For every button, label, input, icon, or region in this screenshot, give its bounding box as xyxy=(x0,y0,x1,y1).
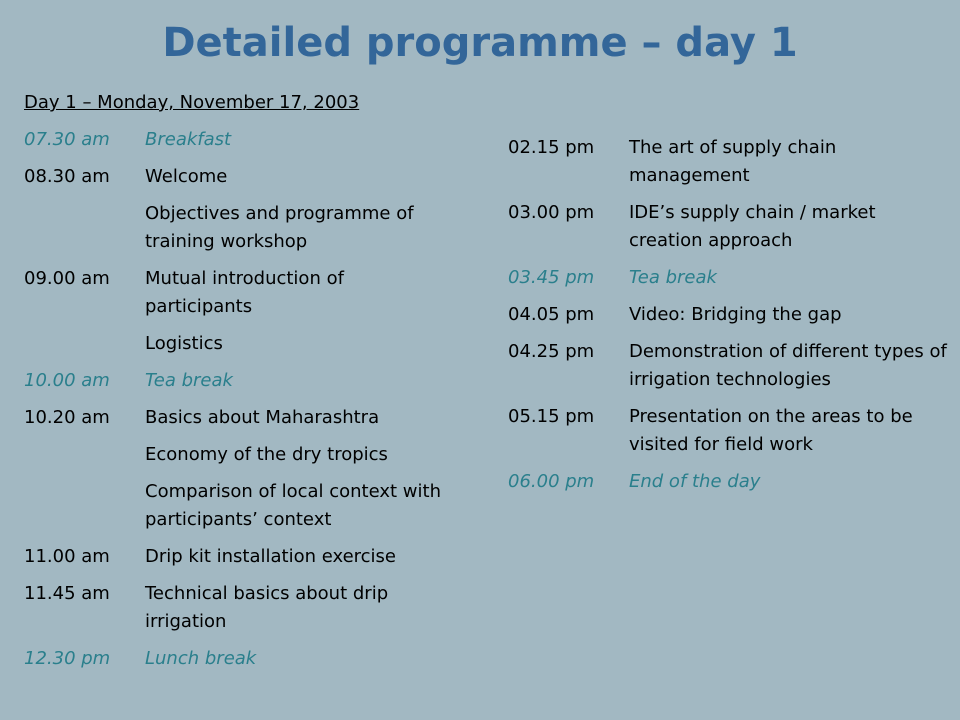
schedule-row xyxy=(508,134,948,190)
schedule-row xyxy=(24,404,444,432)
schedule-time: 04.25 pm xyxy=(508,341,595,362)
schedule-activity: Tea break xyxy=(629,267,717,288)
schedule-row xyxy=(24,580,444,636)
schedule-time: 05.15 pm xyxy=(508,406,595,427)
schedule-time: 10.00 am xyxy=(24,370,110,391)
schedule-row xyxy=(508,199,948,255)
schedule-time: 09.00 am xyxy=(24,268,110,289)
schedule-activity: Logistics xyxy=(145,333,223,354)
schedule-row xyxy=(508,338,948,394)
schedule-activity: Mutual introduction of participants xyxy=(145,268,344,317)
schedule-activity: Breakfast xyxy=(145,129,232,150)
schedule-row xyxy=(508,301,948,329)
schedule-time: 04.05 pm xyxy=(508,304,595,325)
schedule-time: 08.30 am xyxy=(24,166,110,187)
schedule-activity: Economy of the dry tropics xyxy=(145,444,388,465)
schedule-time: 03.45 pm xyxy=(508,267,595,288)
schedule-row xyxy=(508,403,948,459)
schedule-activity: Objectives and programme of training workshop xyxy=(145,203,414,252)
page-title: Detailed programme – day 1 xyxy=(162,20,798,66)
schedule-activity: IDE’s supply chain / market creation approach xyxy=(629,202,876,251)
schedule-activity: The art of supply chain management xyxy=(629,137,837,186)
schedule-activity: Technical basics about drip irrigation xyxy=(145,583,389,632)
schedule-time: 02.15 pm xyxy=(508,137,595,158)
schedule-activity: Basics about Maharashtra xyxy=(145,407,380,428)
schedule-activity: Tea break xyxy=(145,370,233,391)
schedule-time: 10.20 am xyxy=(24,407,110,428)
day-heading: Day 1 – Monday, November 17, 2003 xyxy=(24,92,360,113)
schedule-left-column xyxy=(24,126,444,682)
schedule-activity: Drip kit installation exercise xyxy=(145,546,397,567)
schedule-row xyxy=(24,330,444,358)
schedule-row xyxy=(24,478,444,534)
schedule-activity: Comparison of local context with participants’ context xyxy=(145,481,441,530)
schedule-activity: End of the day xyxy=(629,471,761,492)
schedule-row xyxy=(508,264,948,292)
schedule-right-column xyxy=(508,134,948,505)
schedule-activity: Video: Bridging the gap xyxy=(629,304,842,325)
schedule-row xyxy=(24,543,444,571)
schedule-time: 06.00 pm xyxy=(508,471,595,492)
schedule-time: 07.30 am xyxy=(24,129,110,150)
schedule-activity: Lunch break xyxy=(145,648,257,669)
schedule-row xyxy=(24,441,444,469)
schedule-row xyxy=(24,367,444,395)
schedule-activity: Demonstration of different types of irrigation technologies xyxy=(629,341,947,390)
schedule-row xyxy=(24,163,444,191)
schedule-time: 03.00 pm xyxy=(508,202,595,223)
schedule-time: 11.00 am xyxy=(24,546,110,567)
schedule-row xyxy=(24,265,444,321)
schedule-row xyxy=(508,468,948,496)
schedule-time: 11.45 am xyxy=(24,583,110,604)
schedule-time: 12.30 pm xyxy=(24,648,111,669)
schedule-row xyxy=(24,645,444,673)
schedule-activity: Welcome xyxy=(145,166,228,187)
schedule-row xyxy=(24,126,444,154)
schedule-row xyxy=(24,200,444,256)
schedule-activity: Presentation on the areas to be visited for field work xyxy=(629,406,913,455)
